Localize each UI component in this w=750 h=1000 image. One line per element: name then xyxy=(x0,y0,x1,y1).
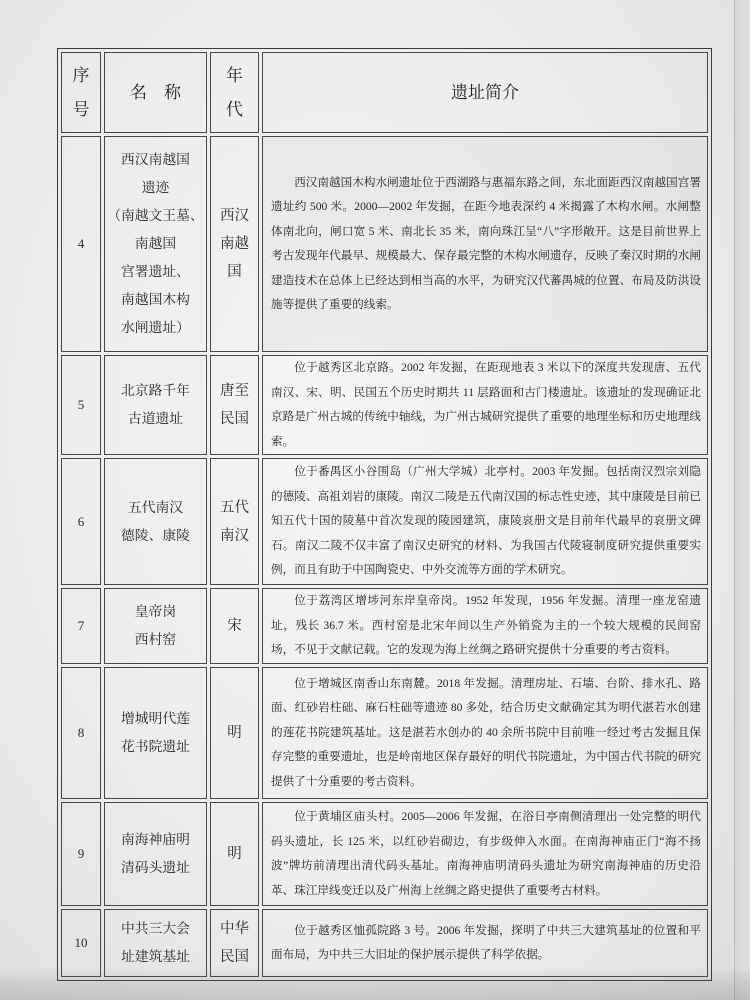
site-era: 西汉 南越 国 xyxy=(210,136,259,352)
header-era: 年 代 xyxy=(210,52,259,133)
site-introduction: 西汉南越国木构水闸遗址位于西湖路与惠福东路之间，东北面距西汉南越国宫署遗址约 500 米。2000—2002 年发掘，在距今地表深约 4 米揭露了木构水闸。水闸整体南北向，闸口宽 5 米、南北长 35 米，南向珠江呈“八”字形敞开。这是目前世界上考古发现年代最早、规模最大、保存最完整的木构水闸遗存，反映了秦汉时期的水闸建造技术在总体上已经达到相当高的水平，为研究汉代蕃禺城的位置、布局及防洪设施等提供了重要的线索。 xyxy=(262,136,708,352)
bottom-shadow xyxy=(0,968,750,1000)
site-introduction: 位于番禺区小谷围岛（广州大学城）北亭村。2003 年发掘。包括南汉烈宗刘隐的德陵、高祖刘岩的康陵。南汉二陵是五代南汉国的标志性史迹，其中康陵是目前已知五代十国的陵墓中首次发现的陵园建筑，康陵哀册文是目前年代最早的哀册文碑石。南汉二陵不仅丰富了南汉史研究的材料、为我国古代陵寝制度研究提供重要实例，而且有助于中国陶瓷史、中外交流等方面的学术研究。 xyxy=(262,458,708,585)
site-introduction: 位于黄埔区庙头村。2005—2006 年发掘，在浴日亭南侧清理出一处完整的明代码头遗址，长 125 米，以红砂岩砌边，有步级伸入水面。在南海神庙正门“海不扬波”牌坊前清理出清代码头基址。南海神庙明清码头遗址为研究南海神庙的历史沿革、珠江岸线变迁以及广州海上丝绸之路史提供了重要考古材料。 xyxy=(262,802,708,906)
site-name: 南海神庙明 清码头遗址 xyxy=(104,802,207,906)
table-row xyxy=(61,909,708,977)
site-era: 中华 民国 xyxy=(210,909,259,977)
table-row xyxy=(61,355,708,455)
site-era: 唐至 民国 xyxy=(210,355,259,455)
table-header-row xyxy=(61,52,708,133)
table-body xyxy=(61,136,708,977)
row-number: 8 xyxy=(61,667,101,799)
site-era: 明 xyxy=(210,802,259,906)
header-number: 序 号 xyxy=(61,52,101,133)
row-number: 4 xyxy=(61,136,101,352)
heritage-sites-table xyxy=(57,48,712,981)
row-number: 9 xyxy=(61,802,101,906)
table-row xyxy=(61,802,708,906)
row-number: 6 xyxy=(61,458,101,585)
table-row xyxy=(61,458,708,585)
row-number: 10 xyxy=(61,909,101,977)
table-header xyxy=(61,52,708,133)
header-introduction: 遗址简介 xyxy=(262,52,708,133)
site-introduction: 位于越秀区恤孤院路 3 号。2006 年发掘，探明了中共三大建筑基址的位置和平面布局，为中共三大旧址的保护展示提供了科学依据。 xyxy=(262,909,708,977)
site-name: 北京路千年 古道遗址 xyxy=(104,355,207,455)
site-name: 五代南汉 德陵、康陵 xyxy=(104,458,207,585)
site-name: 增城明代莲 花书院遗址 xyxy=(104,667,207,799)
site-introduction: 位于荔湾区增埗河东岸皇帝岗。1952 年发现，1956 年发掘。清理一座龙窑遗址，残长 36.7 米。西村窑是北宋年间以生产外销瓷为主的一个较大规模的民间窑场，不见于文献记载。它的发现为海上丝绸之路研究提供十分重要的考古资料。 xyxy=(262,588,708,664)
site-name: 西汉南越国 遗迹 （南越文王墓、 南越国 宫署遗址、 南越国木构 水闸遗址） xyxy=(104,136,207,352)
site-introduction: 位于增城区南香山东南麓。2018 年发掘。清理房址、石墙、台阶、排水孔、路面、红砂岩柱础、麻石柱础等遗迹 80 多处，结合历史文献确定其为明代湛若水创建的莲花书院建筑基址。这是湛若水创办的 40 余所书院中目前唯一经过考古发掘且保存完整的重要遗址，也是岭南地区保存最好的明代书院遗址，为中国古代书院的研究提供了十分重要的考古资料。 xyxy=(262,667,708,799)
table-row xyxy=(61,588,708,664)
header-name: 名 称 xyxy=(104,52,207,133)
site-name: 中共三大会 址建筑基址 xyxy=(104,909,207,977)
table-row xyxy=(61,136,708,352)
site-era: 宋 xyxy=(210,588,259,664)
row-number: 7 xyxy=(61,588,101,664)
table-row xyxy=(61,667,708,799)
site-era: 明 xyxy=(210,667,259,799)
page-edge xyxy=(734,0,750,1000)
site-introduction: 位于越秀区北京路。2002 年发掘，在距现地表 3 米以下的深度共发现唐、五代南汉、宋、明、民国五个历史时期共 11 层路面和古门楼遗址。该遗址的发现确证北京路是广州古城的传统中轴线，为广州古城研究提供了重要的地理坐标和历史地理线索。 xyxy=(262,355,708,455)
row-number: 5 xyxy=(61,355,101,455)
site-era: 五代 南汉 xyxy=(210,458,259,585)
site-name: 皇帝岗 西村窑 xyxy=(104,588,207,664)
